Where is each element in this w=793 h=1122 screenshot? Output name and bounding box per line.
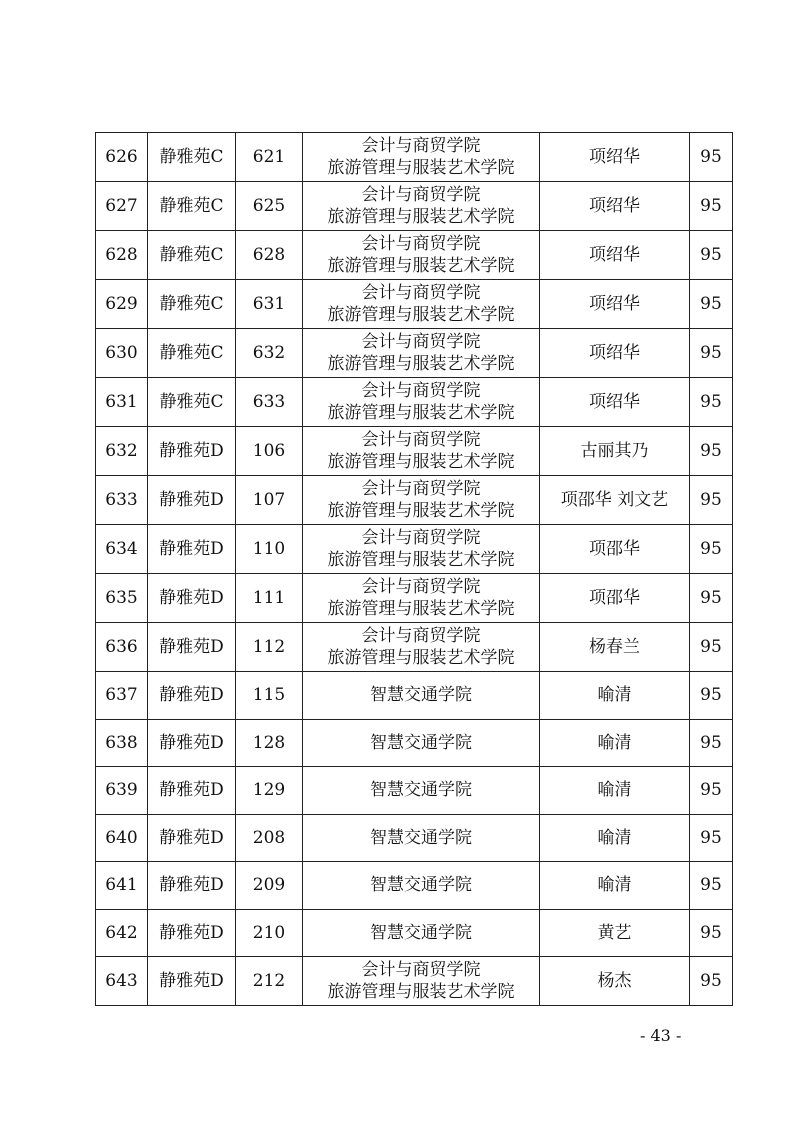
college-name: 旅游管理与服装艺术学院 — [327, 501, 515, 521]
room-number-cell: 106 — [236, 427, 303, 476]
row-number-cell: 627 — [96, 182, 148, 231]
college-name: 会计与商贸学院 — [361, 136, 481, 156]
score-cell: 95 — [690, 719, 733, 767]
table-row — [96, 767, 733, 815]
table-body — [96, 133, 733, 1006]
college-name: 智慧交通学院 — [370, 875, 472, 896]
table-row — [96, 427, 733, 476]
building-cell: 静雅苑C — [148, 378, 236, 427]
room-number-cell: 621 — [236, 133, 303, 182]
room-number-cell: 632 — [236, 329, 303, 378]
college-cell — [303, 672, 540, 720]
table-row — [96, 909, 733, 957]
college-cell — [303, 329, 540, 378]
college-cell — [303, 719, 540, 767]
college-name: 旅游管理与服装艺术学院 — [327, 403, 515, 423]
table-row — [96, 862, 733, 910]
college-name: 旅游管理与服装艺术学院 — [327, 305, 515, 325]
room-number-cell: 208 — [236, 814, 303, 862]
room-number-cell: 115 — [236, 672, 303, 720]
college-name: 智慧交通学院 — [370, 780, 472, 801]
room-number-cell: 129 — [236, 767, 303, 815]
score-cell: 95 — [690, 623, 733, 672]
score-cell: 95 — [690, 280, 733, 329]
college-name: 会计与商贸学院 — [361, 528, 481, 548]
room-number-cell: 628 — [236, 231, 303, 280]
building-cell: 静雅苑D — [148, 623, 236, 672]
table-row — [96, 133, 733, 182]
row-number-cell: 633 — [96, 476, 148, 525]
manager-cell: 喻清 — [540, 767, 690, 815]
score-cell: 95 — [690, 329, 733, 378]
room-number-cell: 112 — [236, 623, 303, 672]
score-cell: 95 — [690, 574, 733, 623]
room-number-cell: 210 — [236, 909, 303, 957]
table-row — [96, 182, 733, 231]
row-number-cell: 628 — [96, 231, 148, 280]
row-number-cell: 641 — [96, 862, 148, 910]
score-cell: 95 — [690, 525, 733, 574]
row-number-cell: 635 — [96, 574, 148, 623]
dormitory-score-table — [95, 132, 733, 1006]
row-number-cell: 642 — [96, 909, 148, 957]
college-name: 旅游管理与服装艺术学院 — [327, 158, 515, 178]
college-name: 旅游管理与服装艺术学院 — [327, 207, 515, 227]
table-row — [96, 329, 733, 378]
row-number-cell: 638 — [96, 719, 148, 767]
building-cell: 静雅苑D — [148, 525, 236, 574]
row-number-cell: 643 — [96, 957, 148, 1006]
building-cell: 静雅苑D — [148, 574, 236, 623]
table-row — [96, 476, 733, 525]
room-number-cell: 625 — [236, 182, 303, 231]
building-cell: 静雅苑D — [148, 672, 236, 720]
table-row — [96, 231, 733, 280]
manager-cell: 喻清 — [540, 862, 690, 910]
table-row — [96, 623, 733, 672]
college-name: 智慧交通学院 — [370, 922, 472, 943]
college-cell — [303, 862, 540, 910]
building-cell: 静雅苑D — [148, 957, 236, 1006]
college-name: 会计与商贸学院 — [361, 960, 481, 980]
room-number-cell: 633 — [236, 378, 303, 427]
college-name: 会计与商贸学院 — [361, 332, 481, 352]
table-row — [96, 814, 733, 862]
manager-cell: 项绍华 — [540, 231, 690, 280]
table-row — [96, 378, 733, 427]
score-cell: 95 — [690, 133, 733, 182]
manager-cell: 古丽其乃 — [540, 427, 690, 476]
room-number-cell: 107 — [236, 476, 303, 525]
manager-cell: 项邵华 刘文艺 — [540, 476, 690, 525]
score-cell: 95 — [690, 957, 733, 1006]
room-number-cell: 110 — [236, 525, 303, 574]
manager-cell: 喻清 — [540, 672, 690, 720]
building-cell: 静雅苑D — [148, 427, 236, 476]
college-name: 会计与商贸学院 — [361, 430, 481, 450]
manager-cell: 项邵华 — [540, 525, 690, 574]
score-cell: 95 — [690, 767, 733, 815]
room-number-cell: 212 — [236, 957, 303, 1006]
room-number-cell: 209 — [236, 862, 303, 910]
score-cell: 95 — [690, 814, 733, 862]
building-cell: 静雅苑D — [148, 767, 236, 815]
college-name: 旅游管理与服装艺术学院 — [327, 550, 515, 570]
building-cell: 静雅苑C — [148, 329, 236, 378]
college-name: 智慧交通学院 — [370, 685, 472, 706]
college-name: 会计与商贸学院 — [361, 381, 481, 401]
building-cell: 静雅苑C — [148, 133, 236, 182]
college-name: 旅游管理与服装艺术学院 — [327, 648, 515, 668]
manager-cell: 项绍华 — [540, 182, 690, 231]
building-cell: 静雅苑D — [148, 909, 236, 957]
college-cell — [303, 909, 540, 957]
score-cell: 95 — [690, 476, 733, 525]
table-row — [96, 525, 733, 574]
score-cell: 95 — [690, 182, 733, 231]
college-name: 智慧交通学院 — [370, 827, 472, 848]
college-name: 会计与商贸学院 — [361, 185, 481, 205]
table-row — [96, 719, 733, 767]
table-row — [96, 280, 733, 329]
manager-cell: 喻清 — [540, 814, 690, 862]
table-row — [96, 574, 733, 623]
college-cell — [303, 767, 540, 815]
college-cell — [303, 525, 540, 574]
room-number-cell: 111 — [236, 574, 303, 623]
row-number-cell: 629 — [96, 280, 148, 329]
college-name: 会计与商贸学院 — [361, 626, 481, 646]
college-name: 旅游管理与服装艺术学院 — [327, 256, 515, 276]
college-name: 会计与商贸学院 — [361, 283, 481, 303]
building-cell: 静雅苑C — [148, 280, 236, 329]
manager-cell: 项绍华 — [540, 378, 690, 427]
manager-cell: 项邵华 — [540, 574, 690, 623]
manager-cell: 黄艺 — [540, 909, 690, 957]
college-name: 会计与商贸学院 — [361, 577, 481, 597]
college-cell — [303, 182, 540, 231]
college-name: 旅游管理与服装艺术学院 — [327, 452, 515, 472]
college-name: 会计与商贸学院 — [361, 234, 481, 254]
score-cell: 95 — [690, 862, 733, 910]
row-number-cell: 636 — [96, 623, 148, 672]
score-cell: 95 — [690, 427, 733, 476]
table-row — [96, 672, 733, 720]
college-cell — [303, 957, 540, 1006]
building-cell: 静雅苑D — [148, 719, 236, 767]
college-cell — [303, 378, 540, 427]
college-name: 会计与商贸学院 — [361, 479, 481, 499]
college-name: 智慧交通学院 — [370, 732, 472, 753]
building-cell: 静雅苑D — [148, 862, 236, 910]
row-number-cell: 631 — [96, 378, 148, 427]
building-cell: 静雅苑D — [148, 814, 236, 862]
row-number-cell: 626 — [96, 133, 148, 182]
row-number-cell: 634 — [96, 525, 148, 574]
manager-cell: 项绍华 — [540, 133, 690, 182]
college-name: 旅游管理与服装艺术学院 — [327, 599, 515, 619]
building-cell: 静雅苑C — [148, 231, 236, 280]
row-number-cell: 630 — [96, 329, 148, 378]
room-number-cell: 128 — [236, 719, 303, 767]
college-cell — [303, 574, 540, 623]
room-number-cell: 631 — [236, 280, 303, 329]
college-cell — [303, 280, 540, 329]
college-name: 旅游管理与服装艺术学院 — [327, 354, 515, 374]
manager-cell: 喻清 — [540, 719, 690, 767]
manager-cell: 杨春兰 — [540, 623, 690, 672]
page-number: - 43 - — [640, 1026, 682, 1045]
college-cell — [303, 476, 540, 525]
college-cell — [303, 133, 540, 182]
manager-cell: 杨杰 — [540, 957, 690, 1006]
row-number-cell: 637 — [96, 672, 148, 720]
building-cell: 静雅苑D — [148, 476, 236, 525]
college-cell — [303, 231, 540, 280]
score-cell: 95 — [690, 909, 733, 957]
row-number-cell: 639 — [96, 767, 148, 815]
college-cell — [303, 427, 540, 476]
manager-cell: 项绍华 — [540, 280, 690, 329]
college-cell — [303, 623, 540, 672]
table-row — [96, 957, 733, 1006]
building-cell: 静雅苑C — [148, 182, 236, 231]
manager-cell: 项绍华 — [540, 329, 690, 378]
college-name: 旅游管理与服装艺术学院 — [327, 982, 515, 1002]
row-number-cell: 632 — [96, 427, 148, 476]
score-cell: 95 — [690, 378, 733, 427]
score-cell: 95 — [690, 231, 733, 280]
college-cell — [303, 814, 540, 862]
row-number-cell: 640 — [96, 814, 148, 862]
score-cell: 95 — [690, 672, 733, 720]
